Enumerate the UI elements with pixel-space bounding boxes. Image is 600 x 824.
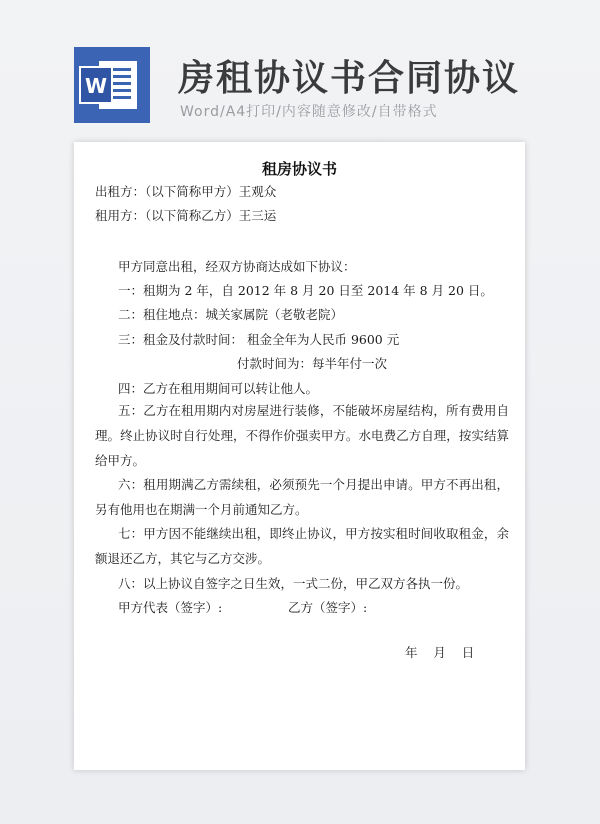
clause-3: 三：租金及付款时间： 租金全年为人民币 9600 元: [118, 332, 400, 347]
document-page: [74, 142, 525, 770]
lessee-line: 租用方：（以下简称乙方）王三运: [95, 208, 277, 223]
clause-8: 八：以上协议自签字之日生效，一式二份，甲乙双方各执一份。: [118, 576, 469, 591]
clause-5: 五：乙方在租用期内对房屋进行装修，不能破坏房屋结构，所有费用自理。终止协议时自行处理，不得作价强卖甲方。水电费乙方自理，按实结算给甲方。: [95, 403, 509, 468]
word-icon-letter: W: [84, 74, 108, 98]
banner-subtitle: Word/A4打印/内容随意修改/自带格式: [180, 104, 438, 120]
signature-party-a: 甲方代表（签字）:: [118, 600, 223, 615]
intro-line: 甲方同意出租，经双方协商达成如下协议：: [118, 259, 356, 274]
clause-2: 二：租住地点：城关家属院（老敬老院）: [118, 307, 344, 322]
lessor-line: 出租方：（以下简称甲方）王观众: [95, 184, 277, 199]
banner-title: 房租协议书合同协议: [178, 58, 521, 99]
clause-3-payment: 付款时间为：每半年付一次: [237, 356, 388, 371]
clause-1: 一：租期为 2 年，自 2012 年 8 月 20 日至 2014 年 8 月 20 日。: [118, 283, 493, 298]
clause-6: 六：租用期满乙方需续租，必须预先一个月提出申请。甲方不再出租，另有他用也在期满一个月前通知乙方。: [95, 477, 509, 517]
signature-party-b: 乙方（签字）:: [288, 600, 368, 615]
clause-4: 四：乙方在租用期间可以转让他人。: [118, 381, 319, 396]
word-app-icon: [74, 47, 150, 123]
document-title: 租房协议书: [261, 160, 337, 178]
date-line: 年 月 日: [405, 645, 475, 660]
clause-7: 七：甲方因不能继续出租，即终止协议，甲方按实租时间收取租金，余额退还乙方，其它与乙方交涉。: [95, 526, 509, 566]
